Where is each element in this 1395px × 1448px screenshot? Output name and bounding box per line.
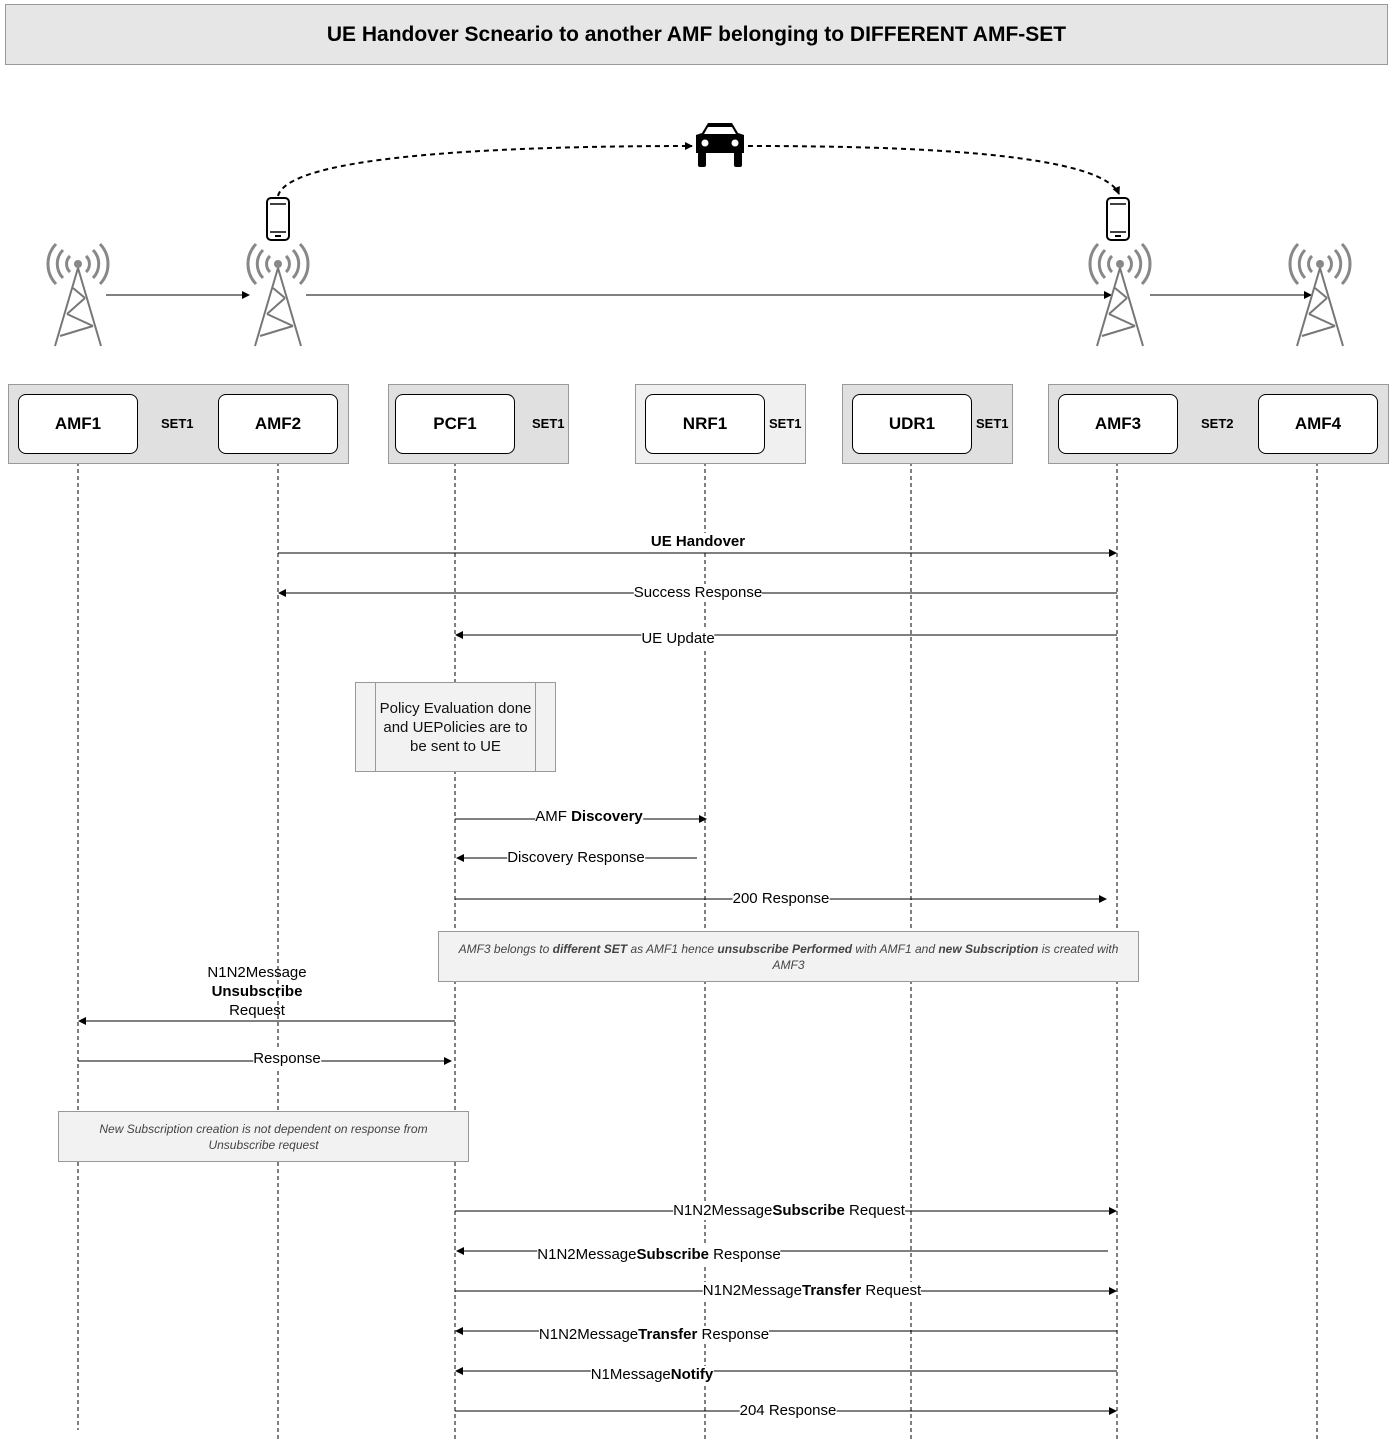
node-amf2: AMF2 bbox=[218, 394, 338, 454]
msg-label-200-response: 200 Response bbox=[732, 890, 830, 907]
note-text: as AMF1 hence bbox=[627, 941, 718, 956]
ue-movement-path-2 bbox=[748, 146, 1119, 194]
msg-text: N1N2Message bbox=[207, 964, 307, 981]
msg-text: N1N2Message bbox=[702, 1282, 802, 1299]
set-label-g2: SET1 bbox=[532, 416, 565, 431]
mobile-phone-icon bbox=[1107, 198, 1129, 240]
mobile-phone-icon bbox=[267, 198, 289, 240]
msg-text-bold: Transfer bbox=[638, 1326, 698, 1343]
msg-label-204-response: 204 Response bbox=[739, 1402, 837, 1419]
set-label-g5: SET2 bbox=[1201, 416, 1234, 431]
msg-text: N1N2Message bbox=[538, 1326, 639, 1343]
node-amf1: AMF1 bbox=[18, 394, 138, 454]
diagram-title-text: UE Handover Scneario to another AMF belonging to DIFFERENT AMF-SET bbox=[326, 22, 1067, 46]
note-emphasis: different SET bbox=[552, 941, 628, 956]
set-label-g1: SET1 bbox=[161, 416, 194, 431]
msg-text: AMF bbox=[535, 808, 572, 825]
msg-text-bold: Subscribe bbox=[636, 1246, 710, 1263]
msg-text-bold: Notify bbox=[670, 1366, 714, 1383]
cell-tower-icon bbox=[48, 244, 108, 346]
note-set-change bbox=[438, 931, 1139, 982]
note-independent-subscription bbox=[58, 1111, 469, 1162]
note-text: with AMF1 and bbox=[852, 941, 939, 956]
msg-text: Request bbox=[844, 1202, 905, 1219]
msg-label-ue-handover: UE Handover bbox=[650, 533, 746, 550]
msg-text: N1N2Message bbox=[537, 1246, 637, 1263]
msg-text: Request bbox=[861, 1282, 922, 1299]
msg-label-discovery-response: Discovery Response bbox=[507, 849, 645, 866]
msg-label-transfer-request bbox=[703, 1282, 921, 1300]
note-emphasis: new Subscription bbox=[938, 941, 1039, 956]
msg-text: Response bbox=[697, 1326, 770, 1343]
msg-label-ue-update: UE Update bbox=[641, 630, 715, 647]
msg-label-success-response: Success Response bbox=[633, 584, 763, 601]
car-icon bbox=[696, 123, 744, 167]
note-text: is created with AMF3 bbox=[772, 941, 1119, 972]
note-emphasis: unsubscribe Performed bbox=[717, 941, 853, 956]
msg-text: Response bbox=[709, 1246, 781, 1263]
ue-movement-path bbox=[278, 146, 692, 196]
node-pcf1: PCF1 bbox=[395, 394, 515, 454]
note-text: AMF3 belongs to bbox=[458, 941, 553, 956]
note-independent-text: New Subscription creation is not dependent on response from Unsubscribe request bbox=[99, 1121, 428, 1152]
cell-tower-icon bbox=[248, 244, 308, 346]
msg-label-amf-discovery bbox=[535, 808, 643, 826]
node-udr1: UDR1 bbox=[852, 394, 972, 454]
msg-text: N1N2Message bbox=[673, 1202, 773, 1219]
node-amf3: AMF3 bbox=[1058, 394, 1178, 454]
msg-label-response: Response bbox=[253, 1050, 321, 1067]
note-policy-text: Policy Evaluation done and UEPolicies are to be sent to UE bbox=[379, 699, 532, 755]
msg-label-subscribe-request bbox=[673, 1202, 905, 1220]
msg-text-bold: Unsubscribe bbox=[211, 983, 303, 1000]
msg-text-bold: Transfer bbox=[801, 1282, 862, 1299]
node-nrf1: NRF1 bbox=[645, 394, 765, 454]
node-amf4: AMF4 bbox=[1258, 394, 1378, 454]
msg-text: Request bbox=[229, 1002, 285, 1019]
msg-text-bold: Discovery bbox=[571, 808, 643, 825]
msg-label-notify bbox=[591, 1366, 714, 1384]
msg-text-bold: Subscribe bbox=[772, 1202, 845, 1219]
note-policy-evaluation bbox=[355, 682, 556, 772]
set-label-g4: SET1 bbox=[976, 416, 1009, 431]
set-label-g3: SET1 bbox=[769, 416, 802, 431]
msg-text: N1Message bbox=[590, 1366, 671, 1383]
note-set-change-text bbox=[439, 941, 1138, 973]
msg-label-transfer-response bbox=[539, 1326, 769, 1344]
msg-label-unsubscribe-request bbox=[207, 963, 306, 1020]
msg-label-subscribe-response bbox=[537, 1246, 780, 1264]
